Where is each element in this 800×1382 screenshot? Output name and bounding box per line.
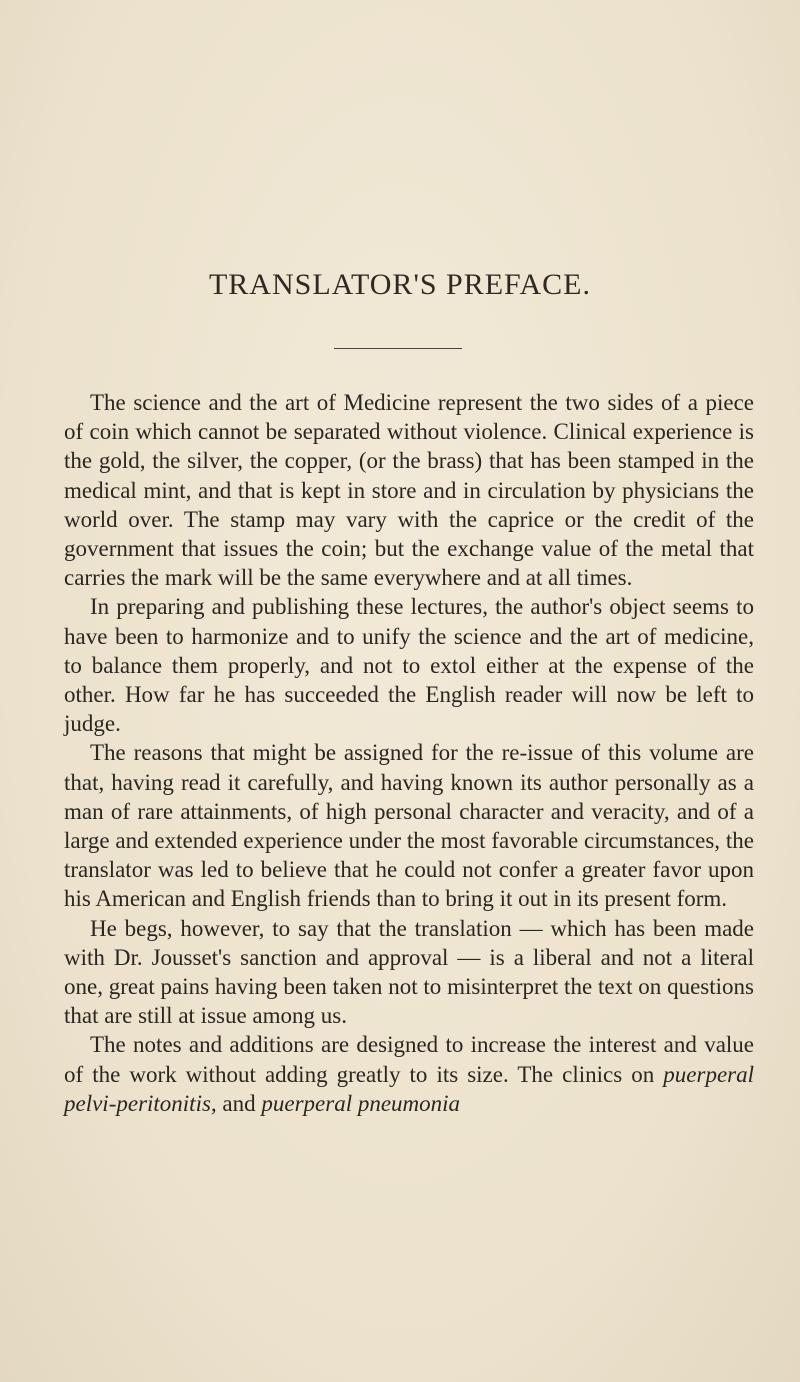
paragraph-1: The science and the art of Medicine represent the two sides of a piece of coin which cannot be separated without violence. Clinical experience is the gold, the silver, the copper, (or the brass) that has been stamped in the medical mint, and that is kept in store and in circulation by physicians the world over. The stamp may vary with the caprice or the credit of the government that issues the coin; but the exchange value of the metal that carries the mark will be the same everywhere and at all times. <box>64 390 754 591</box>
page-title: TRANSLATOR'S PREFACE. <box>208 268 592 301</box>
paragraph-5-lead: The notes and additions are designed to increase the interest and value of the work without adding greatly to its size. The clinics on <box>64 1032 754 1087</box>
italic-term-pelvi-peritonitis: puerperal pelvi-peritonitis, <box>64 1061 754 1116</box>
paragraph-4: He begs, however, to say that the translation — which has been made with Dr. Jousset's sanction and approval — is a liberal and not a literal one, great pains having been taken not to misinterpret the text on questions that are still at issue among us. <box>64 915 754 1029</box>
italic-term-pneumonia: puerperal pneumonia <box>261 1090 461 1116</box>
paragraph-5-connector: and <box>216 1090 262 1116</box>
preface-body <box>64 388 754 1118</box>
paragraph-2: In preparing and publishing these lectures, the author's object seems to have been to harmonize and to unify the science and the art of medicine, to balance them properly, and not to extol either at the expense of the other. How far he has succeeded the English reader will now be left to judge. <box>64 594 754 737</box>
title-divider <box>334 348 462 349</box>
paragraph-3: The reasons that might be assigned for the re-issue of this volume are that, having read it carefully, and having known its author personally as a man of rare attainments, of high personal character and veracity, and of a large and extended experience under the most favorable circumstances, the translator was led to believe that he could not confer a greater favor upon his American and English friends than to bring it out in its present form. <box>64 740 754 912</box>
paragraph-5 <box>64 1030 754 1118</box>
